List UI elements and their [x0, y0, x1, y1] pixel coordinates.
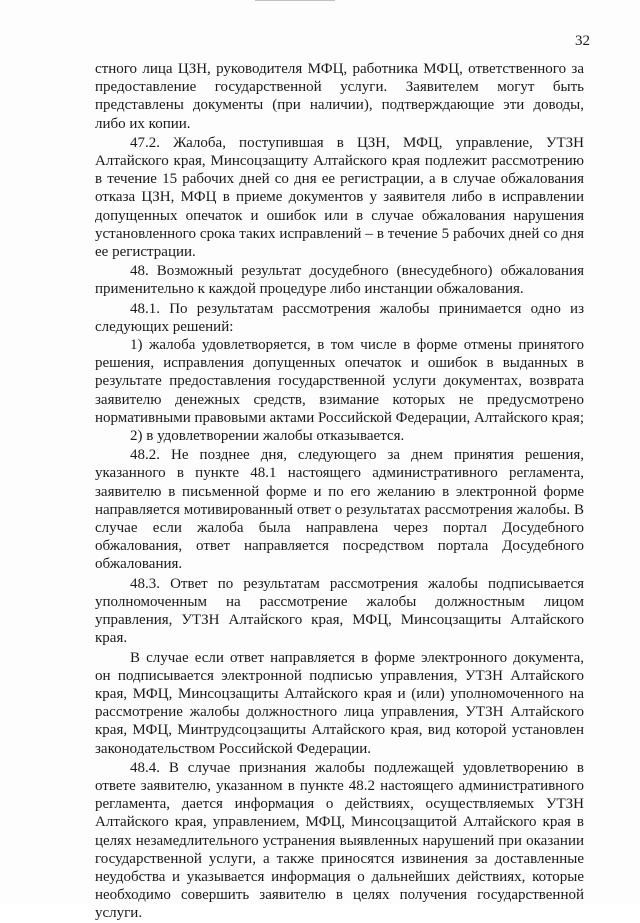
scan-artifact — [255, 0, 335, 7]
paragraph-48-1: 48.1. По результатам рассмотрения жалобы принимается одно из следующих решений: — [95, 300, 584, 335]
paragraph-continuation: стного лица ЦЗН, руководителя МФЦ, работника МФЦ, ответственного за предоставление государственной услуги. Заявителем могут быть представлены документы (при наличии), подтверждающие эти доводы, либо их копии. — [95, 61, 584, 132]
page-number: 32 — [575, 33, 590, 49]
list-item-2: 2) в удовлетворении жалобы отказывается. — [130, 428, 405, 445]
paragraph-47-2: 47.2. Жалоба, поступившая в ЦЗН, МФЦ, управление, УТЗН Алтайского края, Минсоцзащиту Алтайского края подлежит рассмотрению в течение 15 рабочих дней со дня ее регистрации, а в случае обжалования отказа ЦЗН, МФЦ в приеме документов у заявителя либо в исправлении допущенных опечаток и ошибок или в случае обжалования нарушения установленного срока таких исправлений – в течение 5 рабочих дней со дня ее регистрации. — [95, 134, 584, 261]
paragraph-48-4: 48.4. В случае признания жалобы подлежащей удовлетворению в ответе заявителю, указанном в пункте 48.2 настоящего административного регламента, дается информация о действиях, осуществляемых УТЗН Алтайского края, управлением, МФЦ, Минсоцзащитой Алтайского края в целях незамедлительного устранения выявленных нарушений при оказании государственной услуги, а также приносятся извинения за доставленные неудобства и указывается информация о дальнейших действиях, которые необходимо совершить заявителю в целях получения государственной услуги. — [95, 759, 584, 922]
paragraph-electronic-signature: В случае если ответ направляется в форме электронного документа, он подписывается электронной подписью управления, УТЗН Алтайского края, МФЦ, Минсоцзащиты Алтайского края и (или) уполномоченного на рассмотрение жалобы должностного лица управления, УТЗН Алтайского края, МФЦ, Минтрудсоцзащиты Алтайского края, вид которой установлен законодательством Российской Федерации. — [95, 649, 584, 757]
document-body — [95, 60, 584, 923]
list-item-1: 1) жалоба удовлетворяется, в том числе в форме отмены принятого решения, исправления допущенных опечаток и ошибок в выданных в результате предоставления государственной услуги документах, возврата заявителю денежных средств, взимание которых не предусмотрено нормативными правовыми актами Российской Федерации, Алтайского края; — [95, 337, 584, 426]
paragraph-48: 48. Возможный результат досудебного (внесудебного) обжалования применительно к каждой процедуре либо инстанции обжалования. — [95, 263, 584, 298]
paragraph-48-3: 48.3. Ответ по результатам рассмотрения жалобы подписывается уполномоченным на рассмотрение жалобы должностным лицом управления, УТЗН Алтайского края, МФЦ, Минсоцзащиты Алтайского края. — [95, 575, 584, 647]
paragraph-48-2: 48.2. Не позднее дня, следующего за днем принятия решения, указанного в пункте 48.1 настоящего административного регламента, заявителю в письменной форме и по его желанию в электронной форме направляется мотивированный ответ о результатах рассмотрения жалобы. В случае если жалоба была направлена через портал Досудебного обжалования, ответ направляется посредством портала Досудебного обжалования. — [95, 447, 584, 573]
